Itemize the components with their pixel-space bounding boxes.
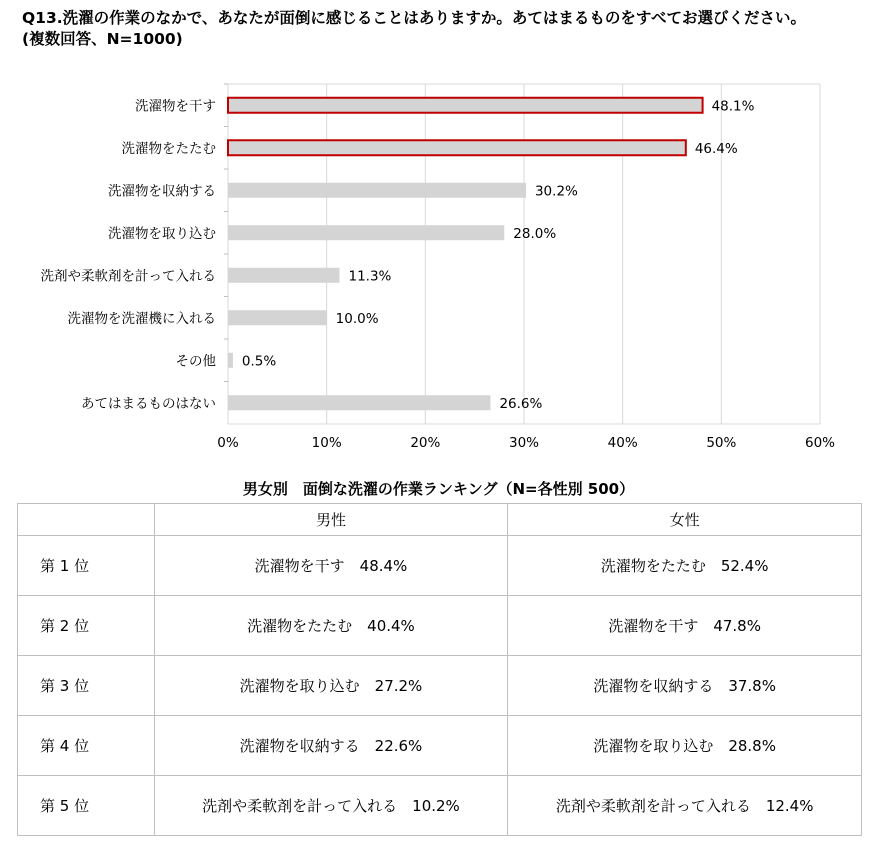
male-header: 男性 bbox=[154, 504, 508, 536]
bar-chart bbox=[0, 70, 877, 460]
data-label: 30.2% bbox=[534, 183, 578, 200]
question-line-1: Q13.洗濯の作業のなかで、あなたが面倒に感じることはありますか。あてはまるものをすべてお選びください。 bbox=[22, 9, 807, 27]
ranking-corner-cell bbox=[18, 504, 155, 536]
ranking-title: 男女別 面倒な洗濯の作業ランキング（N=各性別 500） bbox=[242, 480, 635, 498]
x-tick-label: 30% bbox=[508, 435, 540, 451]
rank-male-item: 洗濯物を干す 48.4% bbox=[154, 536, 508, 596]
x-tick-label: 40% bbox=[607, 435, 638, 451]
rank-place: 第 4 位 bbox=[18, 716, 155, 776]
ranking-header-row bbox=[18, 504, 862, 536]
rank-male-item: 洗剤や柔軟剤を計って入れる 10.2% bbox=[154, 776, 508, 836]
x-tick-label: 10% bbox=[311, 435, 342, 451]
ranking-row bbox=[18, 536, 862, 596]
category-label: 洗濯物を洗濯機に入れる bbox=[67, 310, 216, 327]
rank-female-item: 洗剤や柔軟剤を計って入れる 12.4% bbox=[508, 776, 862, 836]
rank-male-item: 洗濯物をたたむ 40.4% bbox=[154, 596, 508, 656]
data-label: 28.0% bbox=[513, 225, 557, 242]
rank-female-item: 洗濯物を収納する 37.8% bbox=[508, 656, 862, 716]
category-label: 洗濯物をたたむ bbox=[121, 140, 216, 157]
rank-female-item: 洗濯物を干す 47.8% bbox=[508, 596, 862, 656]
x-tick-label: 50% bbox=[706, 435, 737, 451]
ranking-row bbox=[18, 716, 862, 776]
ranking-row bbox=[18, 596, 862, 656]
rank-male-item: 洗濯物を取り込む 27.2% bbox=[154, 656, 508, 716]
data-label: 46.4% bbox=[694, 140, 738, 157]
data-label: 0.5% bbox=[241, 353, 277, 370]
rank-place: 第 1 位 bbox=[18, 536, 155, 596]
question-line-2: (複数回答、N=1000) bbox=[22, 30, 183, 48]
data-label: 11.3% bbox=[348, 268, 392, 285]
x-tick-label: 20% bbox=[410, 435, 441, 451]
bar bbox=[228, 395, 490, 410]
ranking-row bbox=[18, 656, 862, 716]
category-label: 洗濯物を取り込む bbox=[108, 225, 216, 242]
female-header: 女性 bbox=[508, 504, 862, 536]
bar bbox=[228, 353, 233, 368]
ranking-table bbox=[17, 503, 862, 836]
bar bbox=[228, 183, 526, 198]
category-label: あてはまるものはない bbox=[81, 395, 216, 412]
rank-place: 第 5 位 bbox=[18, 776, 155, 836]
category-label: 洗濯物を干す bbox=[135, 98, 216, 115]
data-label: 10.0% bbox=[335, 310, 379, 327]
question-title bbox=[22, 8, 872, 50]
bar bbox=[228, 225, 504, 240]
data-label: 48.1% bbox=[711, 98, 755, 115]
rank-male-item: 洗濯物を収納する 22.6% bbox=[154, 716, 508, 776]
bar bbox=[228, 98, 703, 113]
category-label: 洗濯物を収納する bbox=[108, 183, 216, 200]
bar bbox=[228, 310, 327, 325]
rank-female-item: 洗濯物をたたむ 52.4% bbox=[508, 536, 862, 596]
rank-female-item: 洗濯物を取り込む 28.8% bbox=[508, 716, 862, 776]
category-label: その他 bbox=[175, 353, 216, 370]
ranking-row bbox=[18, 776, 862, 836]
rank-place: 第 2 位 bbox=[18, 596, 155, 656]
bar bbox=[228, 140, 686, 155]
bar bbox=[228, 268, 339, 283]
x-tick-label: 0% bbox=[217, 435, 239, 451]
data-label: 26.6% bbox=[499, 395, 543, 412]
rank-place: 第 3 位 bbox=[18, 656, 155, 716]
category-label: 洗剤や柔軟剤を計って入れる bbox=[40, 268, 216, 285]
x-tick-label: 60% bbox=[804, 435, 836, 451]
